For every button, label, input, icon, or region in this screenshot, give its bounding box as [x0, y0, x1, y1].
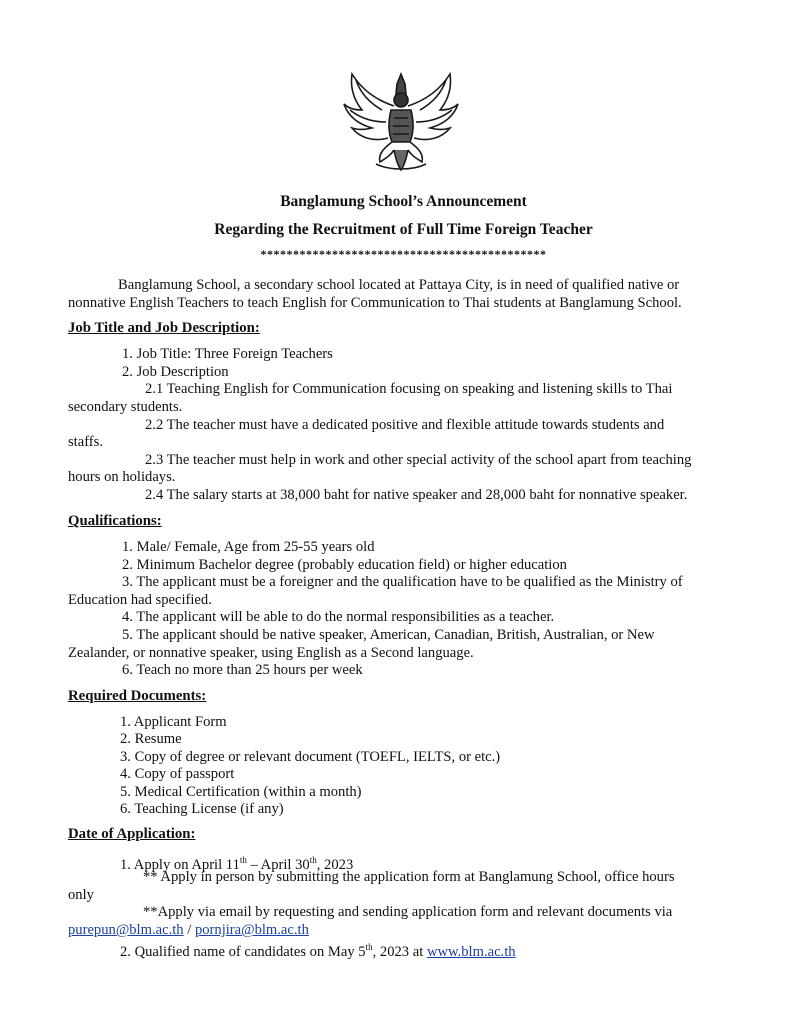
document-item: 4. Copy of passport — [120, 766, 235, 782]
job-desc-2b: staffs. — [68, 434, 103, 450]
qualification-5b: Zealander, or nonnative speaker, using English as a Second language. — [68, 645, 474, 661]
announcement-title: Banglamung School’s Announcement — [280, 193, 527, 210]
qualification-2: 2. Minimum Bachelor degree (probably education field) or higher education — [122, 557, 567, 573]
job-desc-2a: 2.2 The teacher must have a dedicated positive and flexible attitude towards students and — [145, 417, 665, 433]
application-period-start: 1. Apply on April 11 — [120, 856, 240, 873]
candidate-announcement-text: 2. Qualified name of candidates on May 5 — [120, 943, 366, 960]
documents-heading: Required Documents: — [68, 688, 207, 704]
document-item: 3. Copy of degree or relevant document (TOEFL, IELTS, or etc.) — [120, 749, 501, 765]
qualification-1: 1. Male/ Female, Age from 25-55 years old — [122, 539, 375, 555]
candidate-announcement-date: , 2023 at — [372, 943, 427, 960]
job-desc-4: 2.4 The salary starts at 38,000 baht for native speaker and 28,000 baht for nonnative speaker. — [145, 487, 688, 503]
qualification-6: 6. Teach no more than 25 hours per week — [122, 662, 363, 678]
qualification-3b: Education had specified. — [68, 592, 212, 608]
website-link[interactable]: www.blm.ac.th — [426, 943, 516, 960]
intro-line-2: nonnative English Teachers to teach English for Communication to Thai students at Banglamung School. — [68, 295, 682, 311]
job-desc-1b: secondary students. — [68, 399, 183, 415]
qualification-4: 4. The applicant will be able to do the normal responsibilities as a teacher. — [122, 609, 555, 625]
apply-in-person-line-2: only — [68, 887, 94, 903]
ordinal-suffix: th — [239, 855, 247, 865]
star-divider: ******************************************** — [260, 247, 547, 261]
apply-email-contacts — [68, 922, 309, 940]
email-separator: / — [183, 922, 195, 938]
apply-email-line-1: **Apply via email by requesting and sending application form and relevant documents via — [143, 904, 673, 920]
job-heading: Job Title and Job Description: — [68, 320, 260, 336]
qualification-5a: 5. The applicant should be native speaker, American, Canadian, British, Australian, or New — [122, 627, 655, 643]
qualifications-heading: Qualifications: — [68, 513, 162, 529]
apply-in-person-line-1: ** Apply in person by submitting the application form at Banglamung School, office hours — [143, 869, 675, 885]
email-link-purepun[interactable]: purepun@blm.ac.th — [68, 922, 184, 938]
ordinal-suffix: th — [309, 855, 317, 865]
document-item: 2. Resume — [120, 731, 182, 747]
garuda-emblem-icon — [336, 70, 466, 174]
candidate-announcement — [120, 939, 516, 961]
announcement-subtitle: Regarding the Recruitment of Full Time Foreign Teacher — [214, 221, 593, 238]
application-heading: Date of Application: — [68, 826, 196, 842]
job-desc-3a: 2.3 The teacher must help in work and other special activity of the school apart from teaching — [145, 452, 692, 468]
intro-line-1: Banglamung School, a secondary school located at Pattaya City, is in need of qualified native or — [118, 277, 680, 293]
application-period-end: – April 30 — [246, 856, 310, 873]
job-item-1: 1. Job Title: Three Foreign Teachers — [122, 346, 333, 362]
job-item-2: 2. Job Description — [122, 364, 229, 380]
job-desc-1a: 2.1 Teaching English for Communication focusing on speaking and listening skills to Thai — [145, 381, 673, 397]
qualification-3a: 3. The applicant must be a foreigner and the qualification have to be qualified as the Ministry of — [122, 574, 683, 590]
document-item: 1. Applicant Form — [120, 714, 227, 730]
document-item: 6. Teaching License (if any) — [120, 801, 284, 817]
application-period-year: , 2023 — [316, 856, 354, 873]
email-link-pornjira[interactable]: pornjira@blm.ac.th — [194, 922, 309, 938]
ordinal-suffix: th — [365, 942, 373, 952]
job-desc-3b: hours on holidays. — [68, 469, 176, 485]
document-item: 5. Medical Certification (within a month) — [120, 784, 362, 800]
